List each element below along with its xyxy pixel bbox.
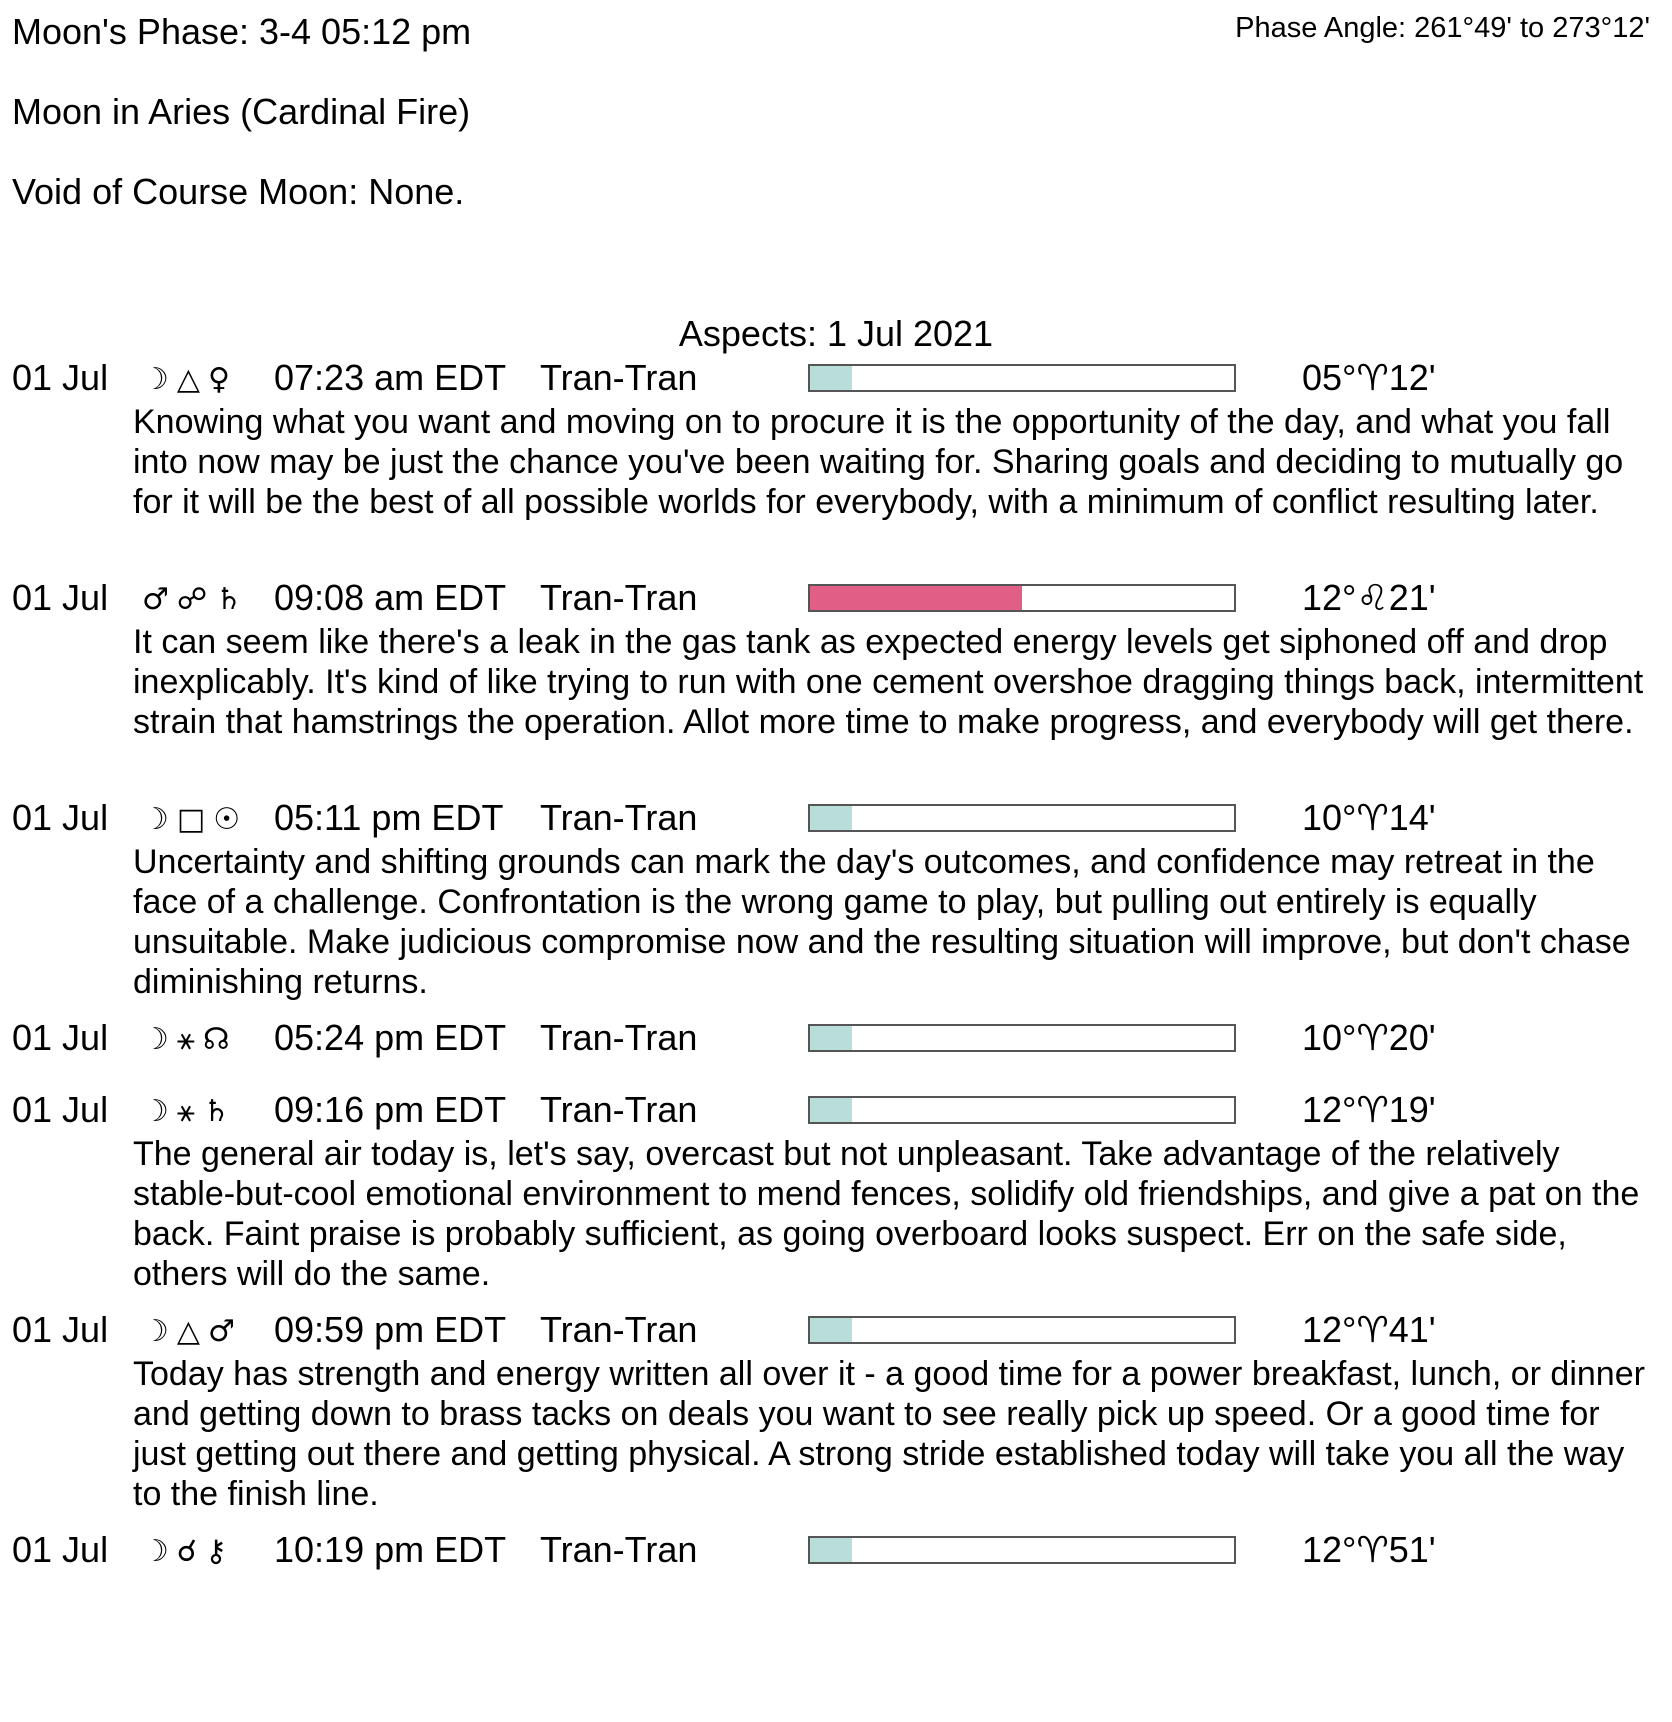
aspect-kind: Tran-Tran (540, 1089, 698, 1130)
aspect-glyphs-icon: ☽□☉ (142, 802, 249, 837)
aspect-glyphs-icon: ☽☌⚷ (142, 1534, 236, 1569)
aspect-strength-bar (808, 584, 1236, 612)
aspect-strength-bar (808, 1536, 1236, 1564)
aspect-strength-fill (810, 1098, 852, 1122)
aspect-glyphs-icon: ☽△♂ (142, 1314, 243, 1349)
aspect-glyphs-icon: ♂☍♄ (142, 582, 251, 617)
aspect-strength-fill (810, 366, 852, 390)
aspect-strength-bar (808, 364, 1236, 392)
aspect-header (0, 1090, 1672, 1134)
aspect-entry (0, 1530, 1672, 1574)
aspect-description: Today has strength and energy written all over it - a good time for a power breakfast, lunch, or dinner and getting down to brass tacks on deals you want to see really pick up speed. Or a good time for just getting out there and getting physical. A strong stride established today will take you all the way to the finish line. (133, 1355, 1645, 1513)
aspect-entry (0, 1018, 1672, 1062)
aspect-position: 05°♈12' (1302, 357, 1436, 398)
aspect-glyphs-icon: ☽△♀ (142, 362, 238, 397)
aspect-strength-fill (810, 1026, 852, 1050)
aspect-date: 01 Jul (12, 797, 109, 838)
moon-phase: Moon's Phase: 3-4 05:12 pm (12, 11, 472, 52)
aspect-entry (0, 798, 1672, 1002)
aspect-position: 12°♈41' (1302, 1309, 1436, 1350)
aspect-time: 09:16 pm EDT (274, 1089, 507, 1130)
aspect-time: 05:11 pm EDT (274, 797, 504, 838)
aspect-glyphs-icon: ☽⚹♄ (142, 1094, 238, 1129)
aspect-position: 10°♈14' (1302, 797, 1436, 838)
aspect-entry (0, 1310, 1672, 1514)
aspect-position: 12°♈19' (1302, 1089, 1436, 1130)
moon-sign: Moon in Aries (Cardinal Fire) (12, 91, 471, 132)
aspect-time: 09:59 pm EDT (274, 1309, 507, 1350)
aspect-header (0, 578, 1672, 622)
aspect-header (0, 1310, 1672, 1354)
aspect-description: It can seem like there's a leak in the gas tank as expected energy levels get siphoned off and drop inexplicably. It's kind of like trying to run with one cement overshoe dragging things back, intermittent strain that hamstrings the operation. Allot more time to make progress, and everybody will get there. (133, 623, 1644, 741)
aspect-position: 12°♈51' (1302, 1529, 1436, 1570)
aspect-glyphs-icon: ☽⚹☊ (142, 1022, 238, 1057)
aspect-strength-fill (810, 806, 852, 830)
aspect-kind: Tran-Tran (540, 577, 698, 618)
aspect-kind: Tran-Tran (540, 797, 698, 838)
aspect-time: 09:08 am EDT (274, 577, 507, 618)
aspect-strength-fill (810, 586, 1022, 610)
aspect-date: 01 Jul (12, 1089, 109, 1130)
aspect-date: 01 Jul (12, 1017, 109, 1058)
aspect-strength-bar (808, 1096, 1236, 1124)
aspect-header (0, 798, 1672, 842)
aspect-kind: Tran-Tran (540, 357, 698, 398)
aspect-entry (0, 578, 1672, 742)
aspect-time: 10:19 pm EDT (274, 1529, 507, 1570)
aspect-header (0, 358, 1672, 402)
aspect-date: 01 Jul (12, 1529, 109, 1570)
aspect-strength-bar (808, 1024, 1236, 1052)
aspect-entry (0, 358, 1672, 522)
aspect-kind: Tran-Tran (540, 1529, 698, 1570)
aspect-header (0, 1018, 1672, 1062)
aspect-date: 01 Jul (12, 577, 109, 618)
aspect-date: 01 Jul (12, 357, 109, 398)
aspect-strength-bar (808, 804, 1236, 832)
aspect-strength-fill (810, 1538, 852, 1562)
aspect-description: The general air today is, let's say, overcast but not unpleasant. Take advantage of the relatively stable-but-cool emotional environment to mend fences, solidify old friendships, and give a pat on the back. Faint praise is probably sufficient, as going overboard looks suspect. Err on the safe side, others will do the same. (133, 1135, 1640, 1293)
aspect-strength-fill (810, 1318, 852, 1342)
phase-angle: Phase Angle: 261°49' to 273°12' (1235, 12, 1650, 44)
aspect-position: 12°♌21' (1302, 577, 1436, 618)
aspect-date: 01 Jul (12, 1309, 109, 1350)
aspect-position: 10°♈20' (1302, 1017, 1436, 1058)
aspect-description: Knowing what you want and moving on to procure it is the opportunity of the day, and what you fall into now may be just the chance you've been waiting for. Sharing goals and deciding to mutually go for it will be the best of all possible worlds for everybody, with a minimum of conflict resulting later. (133, 403, 1624, 521)
aspect-kind: Tran-Tran (540, 1309, 698, 1350)
aspect-entry (0, 1090, 1672, 1294)
aspect-header (0, 1530, 1672, 1574)
aspect-time: 05:24 pm EDT (274, 1017, 507, 1058)
aspect-kind: Tran-Tran (540, 1017, 698, 1058)
aspect-description: Uncertainty and shifting grounds can mark the day's outcomes, and confidence may retreat in the face of a challenge. Confrontation is the wrong game to play, but pulling out entirely is equally unsuitable. Make judicious compromise now and the resulting situation will improve, but don't chase diminishing returns. (133, 843, 1631, 1001)
aspect-strength-bar (808, 1316, 1236, 1344)
aspect-time: 07:23 am EDT (274, 357, 507, 398)
aspects-title: Aspects: 1 Jul 2021 (678, 313, 994, 354)
void-of-course-moon: Void of Course Moon: None. (12, 171, 465, 212)
